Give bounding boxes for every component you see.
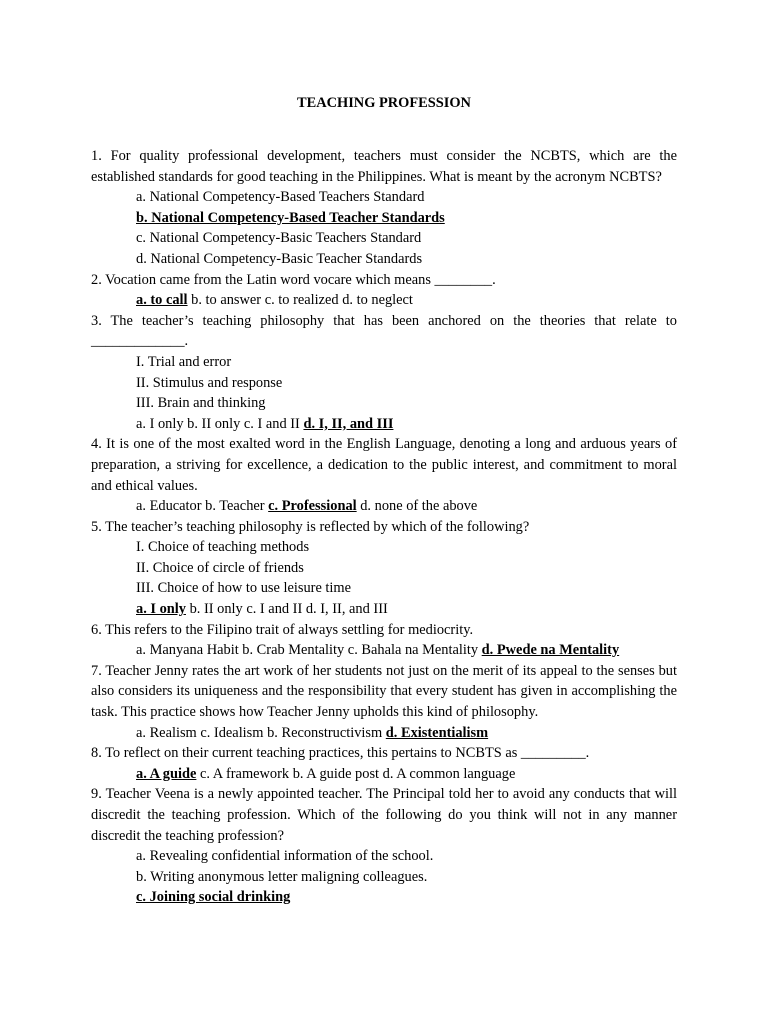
q3-other-options: a. I only b. II only c. I and II: [136, 415, 304, 432]
question-3: 3. The teacher’s teaching philosophy that has been anchored on the theories that relate to _____________.: [91, 312, 677, 350]
q1-option-c: c. National Competency-Basic Teachers Standard: [136, 230, 422, 247]
q9-option-c-answer: [91, 887, 677, 908]
q5-item-2: II. Choice of circle of friends: [136, 559, 304, 576]
q7-options: [91, 723, 677, 744]
q1-option-a: a. National Competency-Based Teachers Standard: [136, 189, 425, 206]
q1-option-d: d. National Competency-Basic Teacher Standards: [136, 250, 423, 267]
q4-answer: c. Professional: [268, 498, 357, 515]
q2-other-options: b. to answer c. to realized d. to neglect: [187, 292, 413, 309]
q8-options: [91, 764, 677, 785]
q5-options: [91, 599, 677, 620]
document-title: TEACHING PROFESSION: [297, 95, 471, 111]
question-8: 8. To reflect on their current teaching practices, this pertains to NCBTS as _________.: [91, 745, 590, 762]
q7-other-options: a. Realism c. Idealism b. Reconstructivism: [136, 724, 386, 741]
q5-answer: a. I only: [136, 601, 186, 618]
q8-answer: a. A guide: [136, 765, 197, 782]
question-5: 5. The teacher’s teaching philosophy is reflected by which of the following?: [91, 518, 530, 535]
q6-options: [91, 640, 677, 661]
q5-item-3: III. Choice of how to use leisure time: [136, 580, 352, 597]
question-1: 1. For quality professional development, teachers must consider the NCBTS, which are the established standards for good teaching in the Philippines. What is meant by the acronym NCBTS?: [91, 148, 677, 185]
q9-option-a: a. Revealing confidential information of the school.: [136, 848, 434, 865]
q7-answer: d. Existentialism: [385, 724, 489, 741]
q2-options: [91, 290, 677, 311]
q2-answer: a. to call: [136, 292, 188, 309]
q5-other-options: b. II only c. I and II d. I, II, and III: [185, 601, 388, 618]
q8-other-options: c. A framework b. A guide post d. A common language: [196, 765, 516, 782]
q3-item-2: II. Stimulus and response: [136, 374, 283, 391]
q6-answer: d. Pwede na Mentality: [481, 642, 620, 659]
q4-options-after: d. none of the above: [356, 498, 478, 515]
q5-item-1: I. Choice of teaching methods: [136, 539, 310, 556]
q1-option-b-answer: [91, 208, 677, 229]
q9-option-b: b. Writing anonymous letter maligning colleagues.: [136, 868, 428, 885]
q3-options: [91, 414, 677, 435]
q6-other-options: a. Manyana Habit b. Crab Mentality c. Bahala na Mentality: [136, 642, 482, 659]
question-9: 9. Teacher Veena is a newly appointed teacher. The Principal told her to avoid any conducts that will discredit the teaching profession. Which of the following do you think will not in any manner discredit the teaching profession?: [91, 786, 677, 844]
q4-options: [91, 496, 677, 517]
question-2: 2. Vocation came from the Latin word vocare which means ________.: [91, 271, 496, 288]
q1-answer: b. National Competency-Based Teacher Standards: [136, 209, 445, 226]
q3-item-3: III. Brain and thinking: [136, 395, 266, 412]
q9-answer: c. Joining social drinking: [136, 889, 291, 906]
q3-item-1: I. Trial and error: [136, 353, 232, 370]
q4-options-before: a. Educator b. Teacher: [136, 498, 269, 515]
q3-answer: d. I, II, and III: [303, 415, 394, 432]
question-list: [91, 146, 677, 908]
question-7: 7. Teacher Jenny rates the art work of her students not just on the merit of its appeal to the senses but also considers its uniqueness and the responsibility that every student has given in accomplishing the task. This practice shows how Teacher Jenny upholds this kind of philosophy.: [91, 662, 677, 721]
question-4: 4. It is one of the most exalted word in the English Language, denoting a long and arduous years of preparation, a striving for excellence, a dedication to the public interest, and commitment to moral and ethical values.: [91, 436, 677, 494]
question-6: 6. This refers to the Filipino trait of always settling for mediocrity.: [91, 621, 474, 638]
